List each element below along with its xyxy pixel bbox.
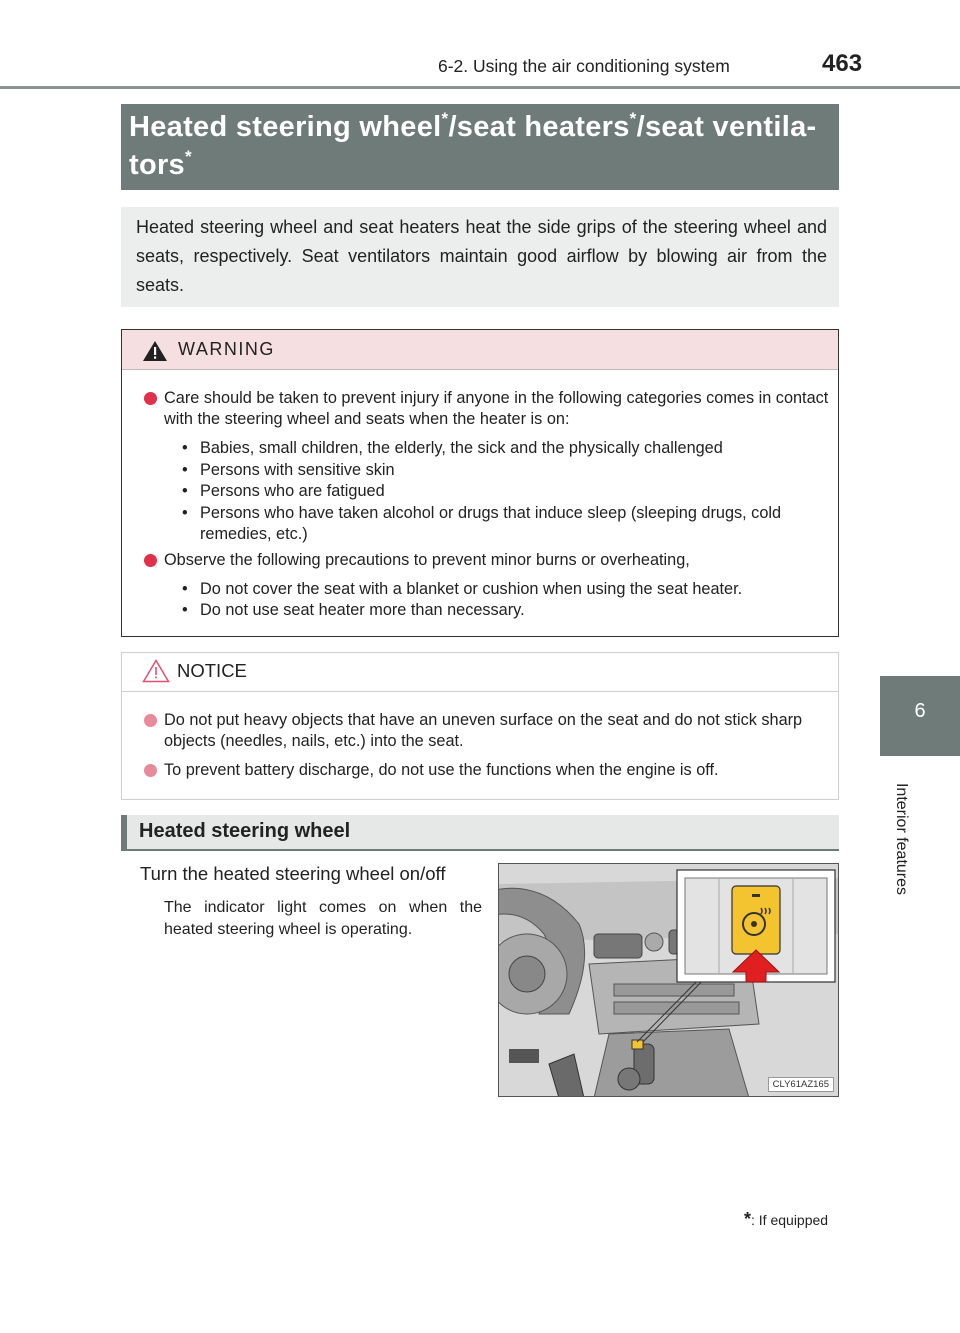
list-item: • Do not use seat heater more than necessary. xyxy=(182,600,830,622)
chapter-number: 6 xyxy=(914,700,926,722)
bullet-dot-icon xyxy=(144,554,157,567)
step-description: The indicator light comes on when the heated steering wheel is operating. xyxy=(164,899,482,938)
list-item: • Do not cover the seat with a blanket or cushion when using the seat heater. xyxy=(182,579,830,601)
intro-text: Heated steering wheel and seat heaters heat the side grips of the steering wheel and seats, respectively. Seat ventilators maintain good airflow by blowing air from the seats. xyxy=(136,217,827,295)
notice-item: To prevent battery discharge, do not use the functions when the engine is off. xyxy=(142,760,830,781)
list-item: • Persons who are fatigued xyxy=(182,481,830,503)
image-code-label: CLY61AZ165 xyxy=(768,1077,834,1092)
warning-triangle-icon xyxy=(142,340,168,362)
notice-item: Do not put heavy objects that have an uneven surface on the seat and do not stick sharp objects (needles, nails, etc.) into the seat. xyxy=(142,710,830,752)
page-number: 463 xyxy=(822,50,863,77)
notice-body xyxy=(122,692,838,781)
notice-header xyxy=(122,653,838,692)
header-rule xyxy=(0,86,960,89)
warning-sublist xyxy=(142,579,830,622)
bullet-dot-icon xyxy=(144,714,157,727)
warning-title: WARNING xyxy=(178,339,275,359)
chapter-tab[interactable] xyxy=(880,676,960,756)
list-item: • Persons who have taken alcohol or drugs that induce sleep (sleeping drugs, cold remedies, etc.) xyxy=(182,503,830,546)
footnote xyxy=(744,1209,828,1230)
page-title-bar xyxy=(121,104,839,190)
notice-title: NOTICE xyxy=(177,660,247,681)
warning-header xyxy=(122,330,838,370)
dashboard-drawing xyxy=(499,864,839,1097)
notice-triangle-icon xyxy=(142,659,170,683)
warning-sublist xyxy=(142,438,830,546)
bullet-dot-icon xyxy=(144,764,157,777)
intro-box xyxy=(121,207,839,307)
dashboard-illustration xyxy=(498,863,839,1097)
bullet-dot-icon xyxy=(144,392,157,405)
header-section-title: 6-2. Using the air conditioning system xyxy=(438,56,730,76)
section-heading xyxy=(121,815,839,851)
warning-item: Care should be taken to prevent injury if anyone in the following categories comes in contact with the steering wheel and seats when the heater is on: xyxy=(142,388,830,430)
list-item: • Persons with sensitive skin xyxy=(182,460,830,482)
step-instruction: Turn the heated steering wheel on/off xyxy=(140,863,446,884)
notice-box xyxy=(121,652,839,800)
page-title: Heated steering wheel*/seat heaters*/seat ventila- tors* xyxy=(129,109,817,181)
list-item: • Babies, small children, the elderly, the sick and the physically challenged xyxy=(182,438,830,460)
warning-item: Observe the following precautions to prevent minor burns or overheating, xyxy=(142,550,830,571)
warning-body xyxy=(122,370,838,622)
section-title: Heated steering wheel xyxy=(139,820,351,842)
footnote-text: : If equipped xyxy=(751,1212,829,1228)
footnote-asterisk: * xyxy=(744,1209,752,1229)
chapter-label: Interior features xyxy=(893,782,910,896)
warning-box xyxy=(121,329,839,637)
